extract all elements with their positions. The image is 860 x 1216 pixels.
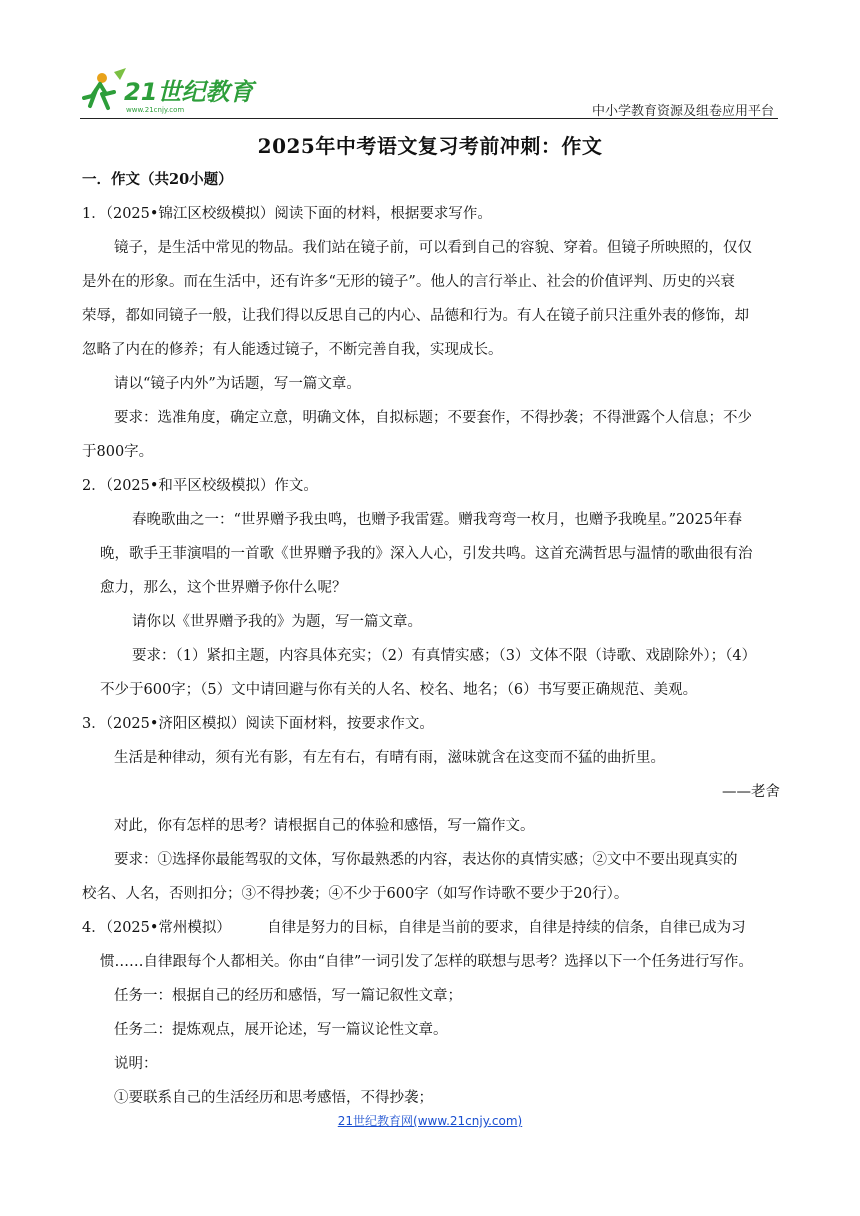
text-line: 校名、人名，否则扣分；③不得抄袭；④不少于600字（如写作诗歌不要少于20行）。 (82, 886, 629, 902)
page-header (80, 66, 778, 119)
text-line: 对此，你有怎样的思考？请根据自己的体验和感悟，写一篇作文。 (114, 818, 535, 834)
text-line: 要求：（1）紧扣主题，内容具体充实；（2）有真情实感；（3）文体不限（诗歌、戏剧除外）；（4） (132, 648, 757, 664)
footer-link[interactable]: 21世纪教育网(www.21cnjy.com) (337, 1114, 523, 1128)
logo-url: www.21cnjy.com (126, 106, 185, 114)
platform-name: 中小学教育资源及组卷应用平台 (591, 104, 774, 119)
page-title: 2025年中考语文复习考前冲刺：作文 (257, 134, 603, 158)
text-line: 春晚歌曲之一：“世界赠予我虫鸣，也赠予我雷霆。赠我弯弯一枚月，也赠予我晚星。”2025年春 (132, 512, 742, 528)
question-2-heading: 2．（2025•和平区校级模拟）作文。 (82, 478, 318, 494)
text-line: 忽略了内在的修养；有人能透过镜子，不断完善自我，实现成长。 (82, 342, 503, 358)
question-3-heading: 3．（2025•济阳区模拟）阅读下面材料，按要求作文。 (82, 716, 434, 732)
text-line: 请以“镜子内外”为话题，写一篇文章。 (114, 376, 361, 392)
text-line: ①要联系自己的生活经历和思考感悟，不得抄袭； (114, 1090, 433, 1106)
section-heading: 一．作文（共20小题） (82, 171, 233, 188)
text-line: 是外在的形象。而在生活中，还有许多“无形的镜子”。他人的言行举止、社会的价值评判、历史的兴衰 (82, 274, 735, 290)
text-line: 说明： (114, 1056, 158, 1072)
text-line: 晚，歌手王菲演唱的一首歌《世界赠予我的》深入人心，引发共鸣。这首充满哲思与温情的歌曲很有治 (100, 546, 753, 562)
text-line: 任务一：根据自己的经历和感悟，写一篇记叙性文章； (114, 988, 462, 1004)
text-line: 任务二：提炼观点，展开论述，写一篇议论性文章。 (114, 1022, 448, 1038)
logo-text: 21世纪教育 (124, 78, 254, 106)
text-line: 愈力，那么，这个世界赠予你什么呢？ (100, 580, 347, 596)
logo-icon (80, 66, 260, 116)
text-line: 要求：①选择你最能驾驭的文体，写你最熟悉的内容，表达你的真情实感；②文中不要出现真实的 (114, 852, 738, 868)
text-line: 于800字。 (82, 444, 154, 460)
text-line: 生活是种律动，须有光有影，有左有右，有晴有雨，滋味就含在这变而不猛的曲折里。 (114, 750, 665, 766)
text-line: 镜子，是生活中常见的物品。我们站在镜子前，可以看到自己的容貌、穿着。但镜子所映照的，仅仅 (114, 240, 752, 256)
text-line: 不少于600字；（5）文中请回避与你有关的人名、校名、地名；（6）书写要正确规范、美观。 (100, 682, 698, 698)
question-1-heading: 1．（2025•锦江区校级模拟）阅读下面的材料，根据要求写作。 (82, 206, 492, 222)
quote-attribution: ——老舍 (722, 784, 780, 800)
text-line: 荣辱，都如同镜子一般，让我们得以反思自己的内心、品德和行为。有人在镜子前只注重外表的修饰，却 (82, 308, 749, 324)
question-4-heading: 4．（2025•常州模拟） 自律是努力的目标，自律是当前的要求，自律是持续的信条，自律已成为习 (82, 920, 746, 936)
text-line: 惯……自律跟每个人都相关。你由“自律”一词引发了怎样的联想与思考？选择以下一个任务进行写作。 (100, 954, 753, 970)
text-line: 请你以《世界赠予我的》为题，写一篇文章。 (132, 614, 422, 630)
text-line: 要求：选准角度，确定立意，明确文体，自拟标题；不要套作，不得抄袭；不得泄露个人信息；不少 (114, 410, 752, 426)
